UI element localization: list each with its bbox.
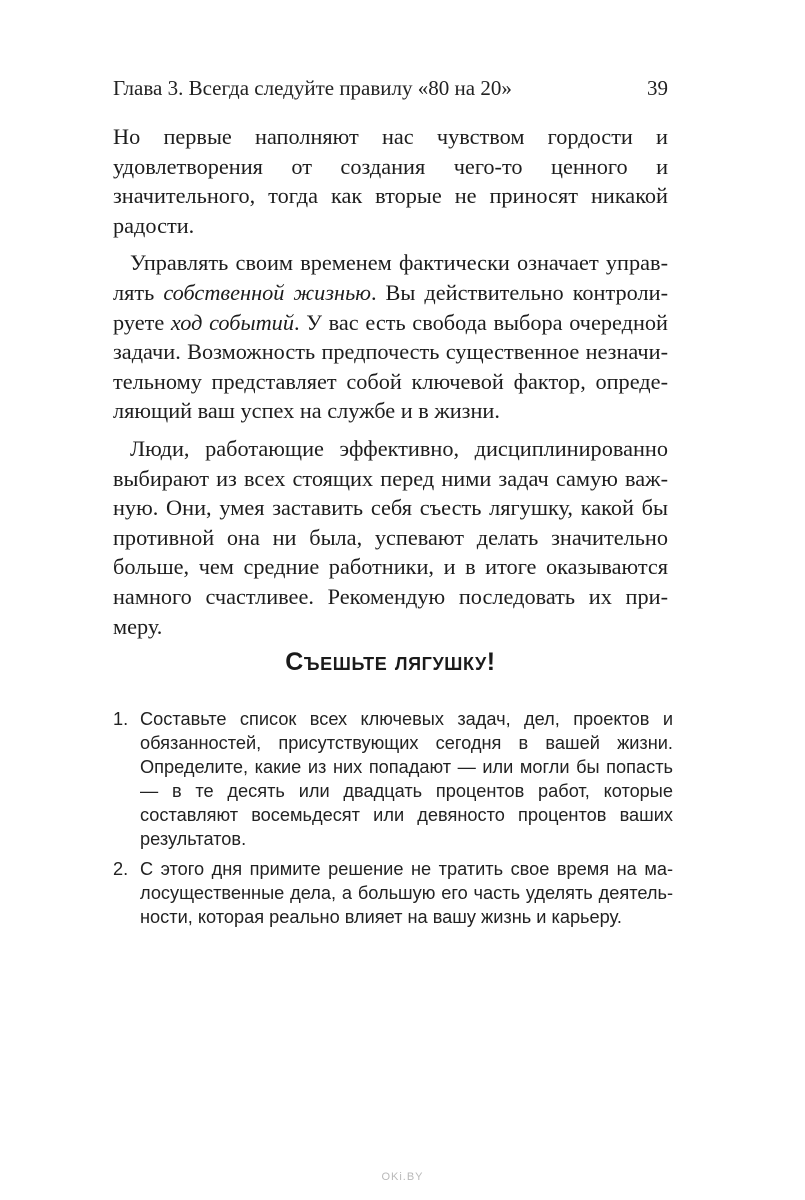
page-number: 39	[647, 76, 668, 100]
emphasis-course-of-events: ход событий	[170, 309, 294, 335]
paragraph-3: Люди, работающие эффективно, дисциплинированно выбирают из всех стоящих перед ними задач самую важную. Они, умея заставить себя съесть лягушку, какой бы противной она ни была, успевают делать значительно больше, чем средние работники, и в итоге оказываются намного счастливее. Рекомендую последовать их примеру.	[113, 435, 668, 639]
watermark: OKi.BY	[381, 1171, 424, 1183]
list-item-number: 2.	[113, 859, 129, 879]
section-title: Съешьте лягушку!	[285, 648, 496, 676]
paragraph-2-part-2: . Вы действительно контролируете	[113, 279, 668, 335]
paragraph-2-part-3: . У вас есть свобода выбора очередной задачи. Возможность предпочесть существенное незначительному представляет собой ключевой фактор, определяющий ваш успех на службе и в жизни.	[113, 309, 668, 424]
list-item	[113, 707, 673, 851]
chapter-title: Глава 3. Всегда следуйте правилу «80 на 20»	[113, 76, 512, 100]
body-text	[113, 122, 668, 649]
list-item-text: С этого дня примите решение не тратить свое время на малосущественные дела, а большую его часть уделять деятельности, которая реально влияет на вашу жизнь и карьеру.	[140, 859, 673, 927]
emphasis-own-life: собственной жизнью	[163, 279, 371, 305]
task-list	[113, 707, 673, 935]
running-header	[113, 74, 668, 102]
list-item	[113, 857, 673, 929]
paragraph-2	[113, 248, 668, 426]
paragraph-1: Но первые наполняют нас чувством гордости и удовлетворения от создания чего-то ценного и значительного, тогда как вторые не приносят никакой радости.	[113, 124, 668, 238]
list-item-number: 1.	[113, 709, 129, 729]
list-item-text: Составьте список всех ключевых задач, дел, проектов и обязанностей, присутствующих сегодня в вашей жизни. Определите, какие из них попадают — или могли бы попасть — в те десять или двадцать процентов работ, которые составляют восемьдесят или девяносто процентов ваших результатов.	[140, 709, 673, 849]
paragraph-2-part-1: Управлять своим временем фактически означает управлять	[113, 250, 668, 305]
